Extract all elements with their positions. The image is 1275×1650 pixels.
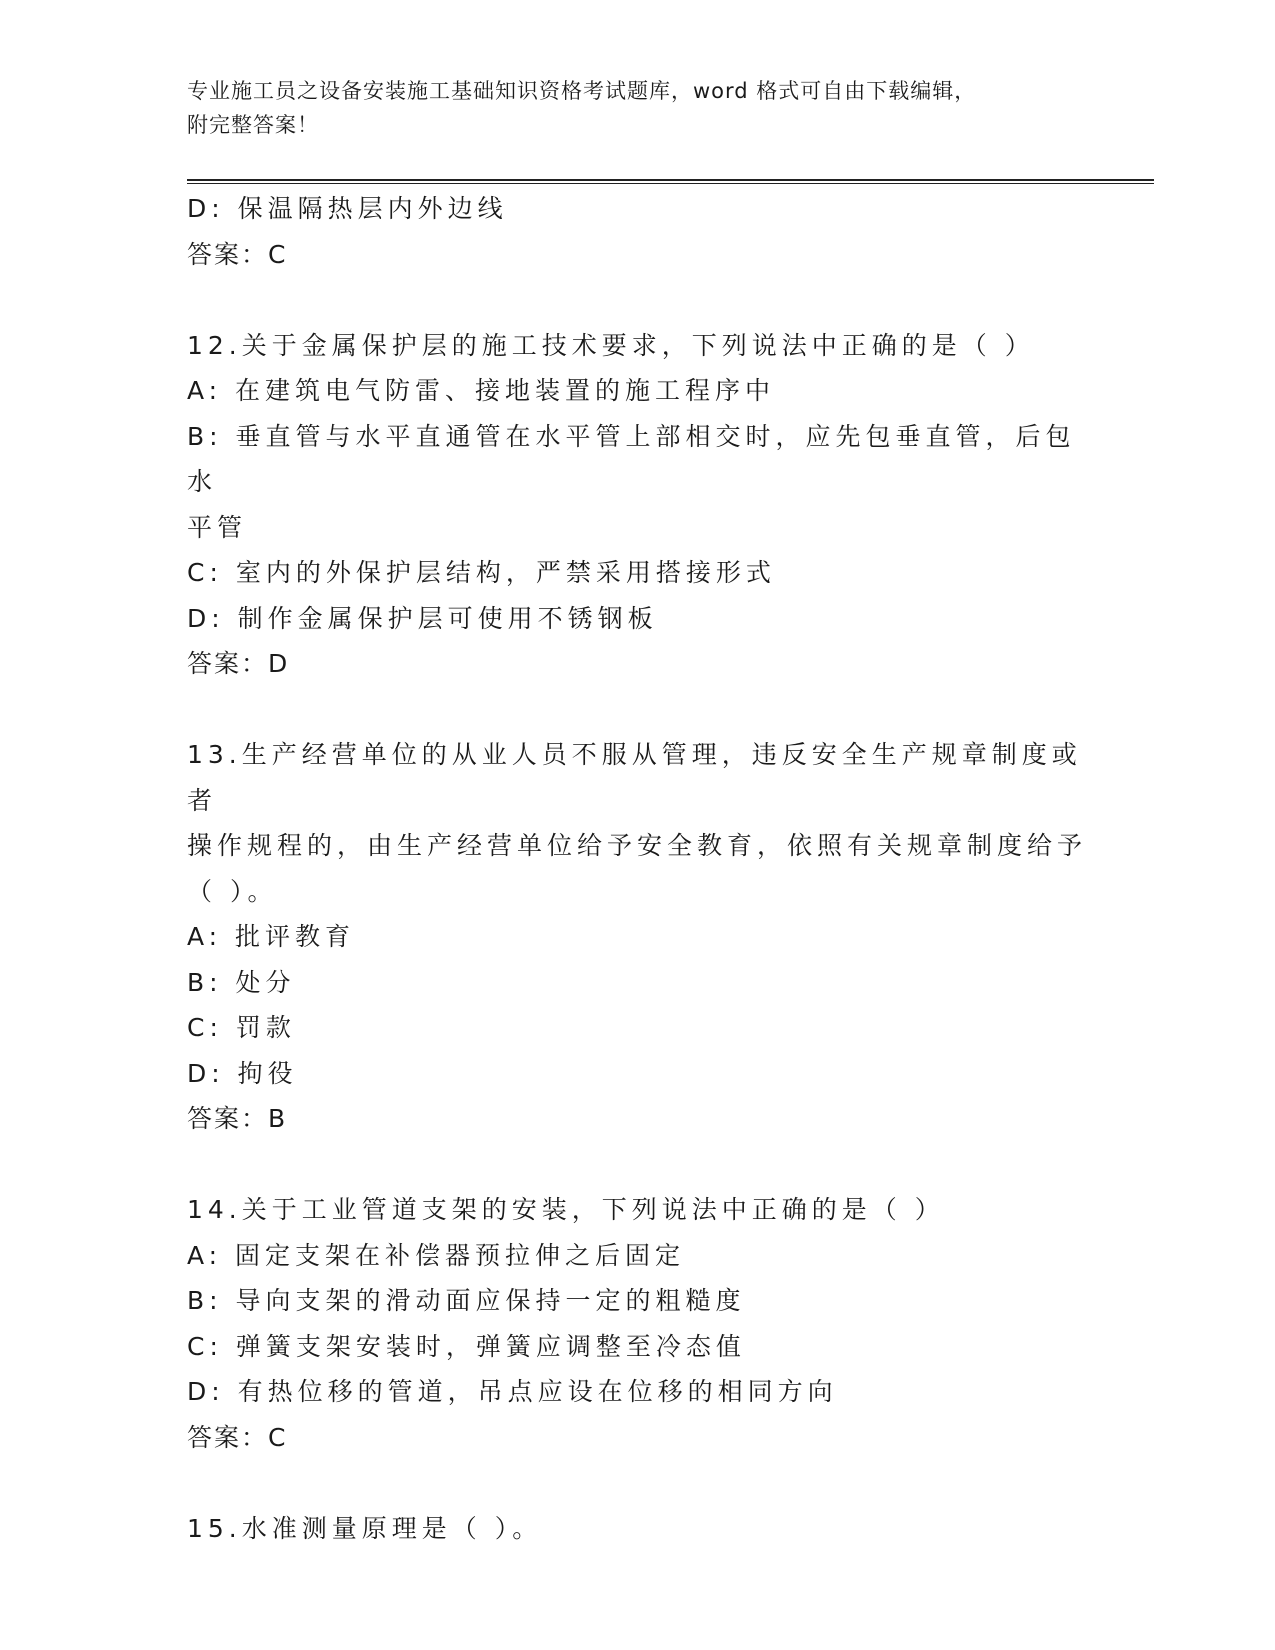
option-d: D: 拘役 [187, 1058, 298, 1088]
question-stem: 14.关于工业管道支架的安装，下列说法中正确的是（ ） [187, 1195, 945, 1224]
question-stem: 13.生产经营单位的从业人员不服从管理，违反安全生产规章制度或者 [187, 740, 1082, 815]
answer-line: 答案：D [187, 649, 290, 678]
spacer [187, 1460, 1087, 1506]
option-a: A: 批评教育 [187, 922, 356, 951]
question-list [187, 186, 1087, 1551]
option-c: C: 弹簧支架安装时，弹簧应调整至冷态值 [187, 1331, 746, 1361]
option-a: A: 在建筑电气防雷、接地装置的施工程序中 [187, 376, 776, 405]
document-header [187, 74, 1067, 142]
option-d: D: 保温隔热层内外边线 [187, 194, 508, 223]
header-line: 附完整答案！ [187, 113, 319, 137]
answer-line: 答案：C [187, 239, 288, 269]
question-stem: 操作规程的，由生产经营单位给予安全教育，依照有关规章制度给予 [187, 831, 1088, 860]
header-line: 专业施工员之设备安装施工基础知识资格考试题库，word 格式可自由下载编辑， [187, 79, 977, 103]
question-stem: （ ）。 [187, 876, 278, 906]
option-d: D: 制作金属保护层可使用不锈钢板 [187, 603, 658, 633]
option-b-continued: 平管 [187, 512, 248, 542]
spacer [187, 687, 1087, 733]
option-c: C: 室内的外保护层结构，严禁采用搭接形式 [187, 558, 776, 587]
option-c: C: 罚款 [187, 1013, 296, 1042]
question-stem: 12.关于金属保护层的施工技术要求，下列说法中正确的是（ ） [187, 330, 1035, 360]
option-b: B: 处分 [187, 967, 296, 997]
question-stem: 15.水准测量原理是（ ）。 [187, 1513, 543, 1543]
option-a: A: 固定支架在补偿器预拉伸之后固定 [187, 1240, 686, 1270]
option-d: D: 有热位移的管道，吊点应设在位移的相同方向 [187, 1377, 838, 1406]
answer-line: 答案：B [187, 1104, 288, 1133]
option-b: B: 导向支架的滑动面应保持一定的粗糙度 [187, 1286, 746, 1315]
header-divider [187, 179, 1154, 184]
answer-line: 答案：C [187, 1422, 288, 1452]
spacer [187, 277, 1087, 323]
spacer [187, 1142, 1087, 1188]
option-b: B: 垂直管与水平直通管在水平管上部相交时，应先包垂直管，后包水 [187, 421, 1076, 496]
